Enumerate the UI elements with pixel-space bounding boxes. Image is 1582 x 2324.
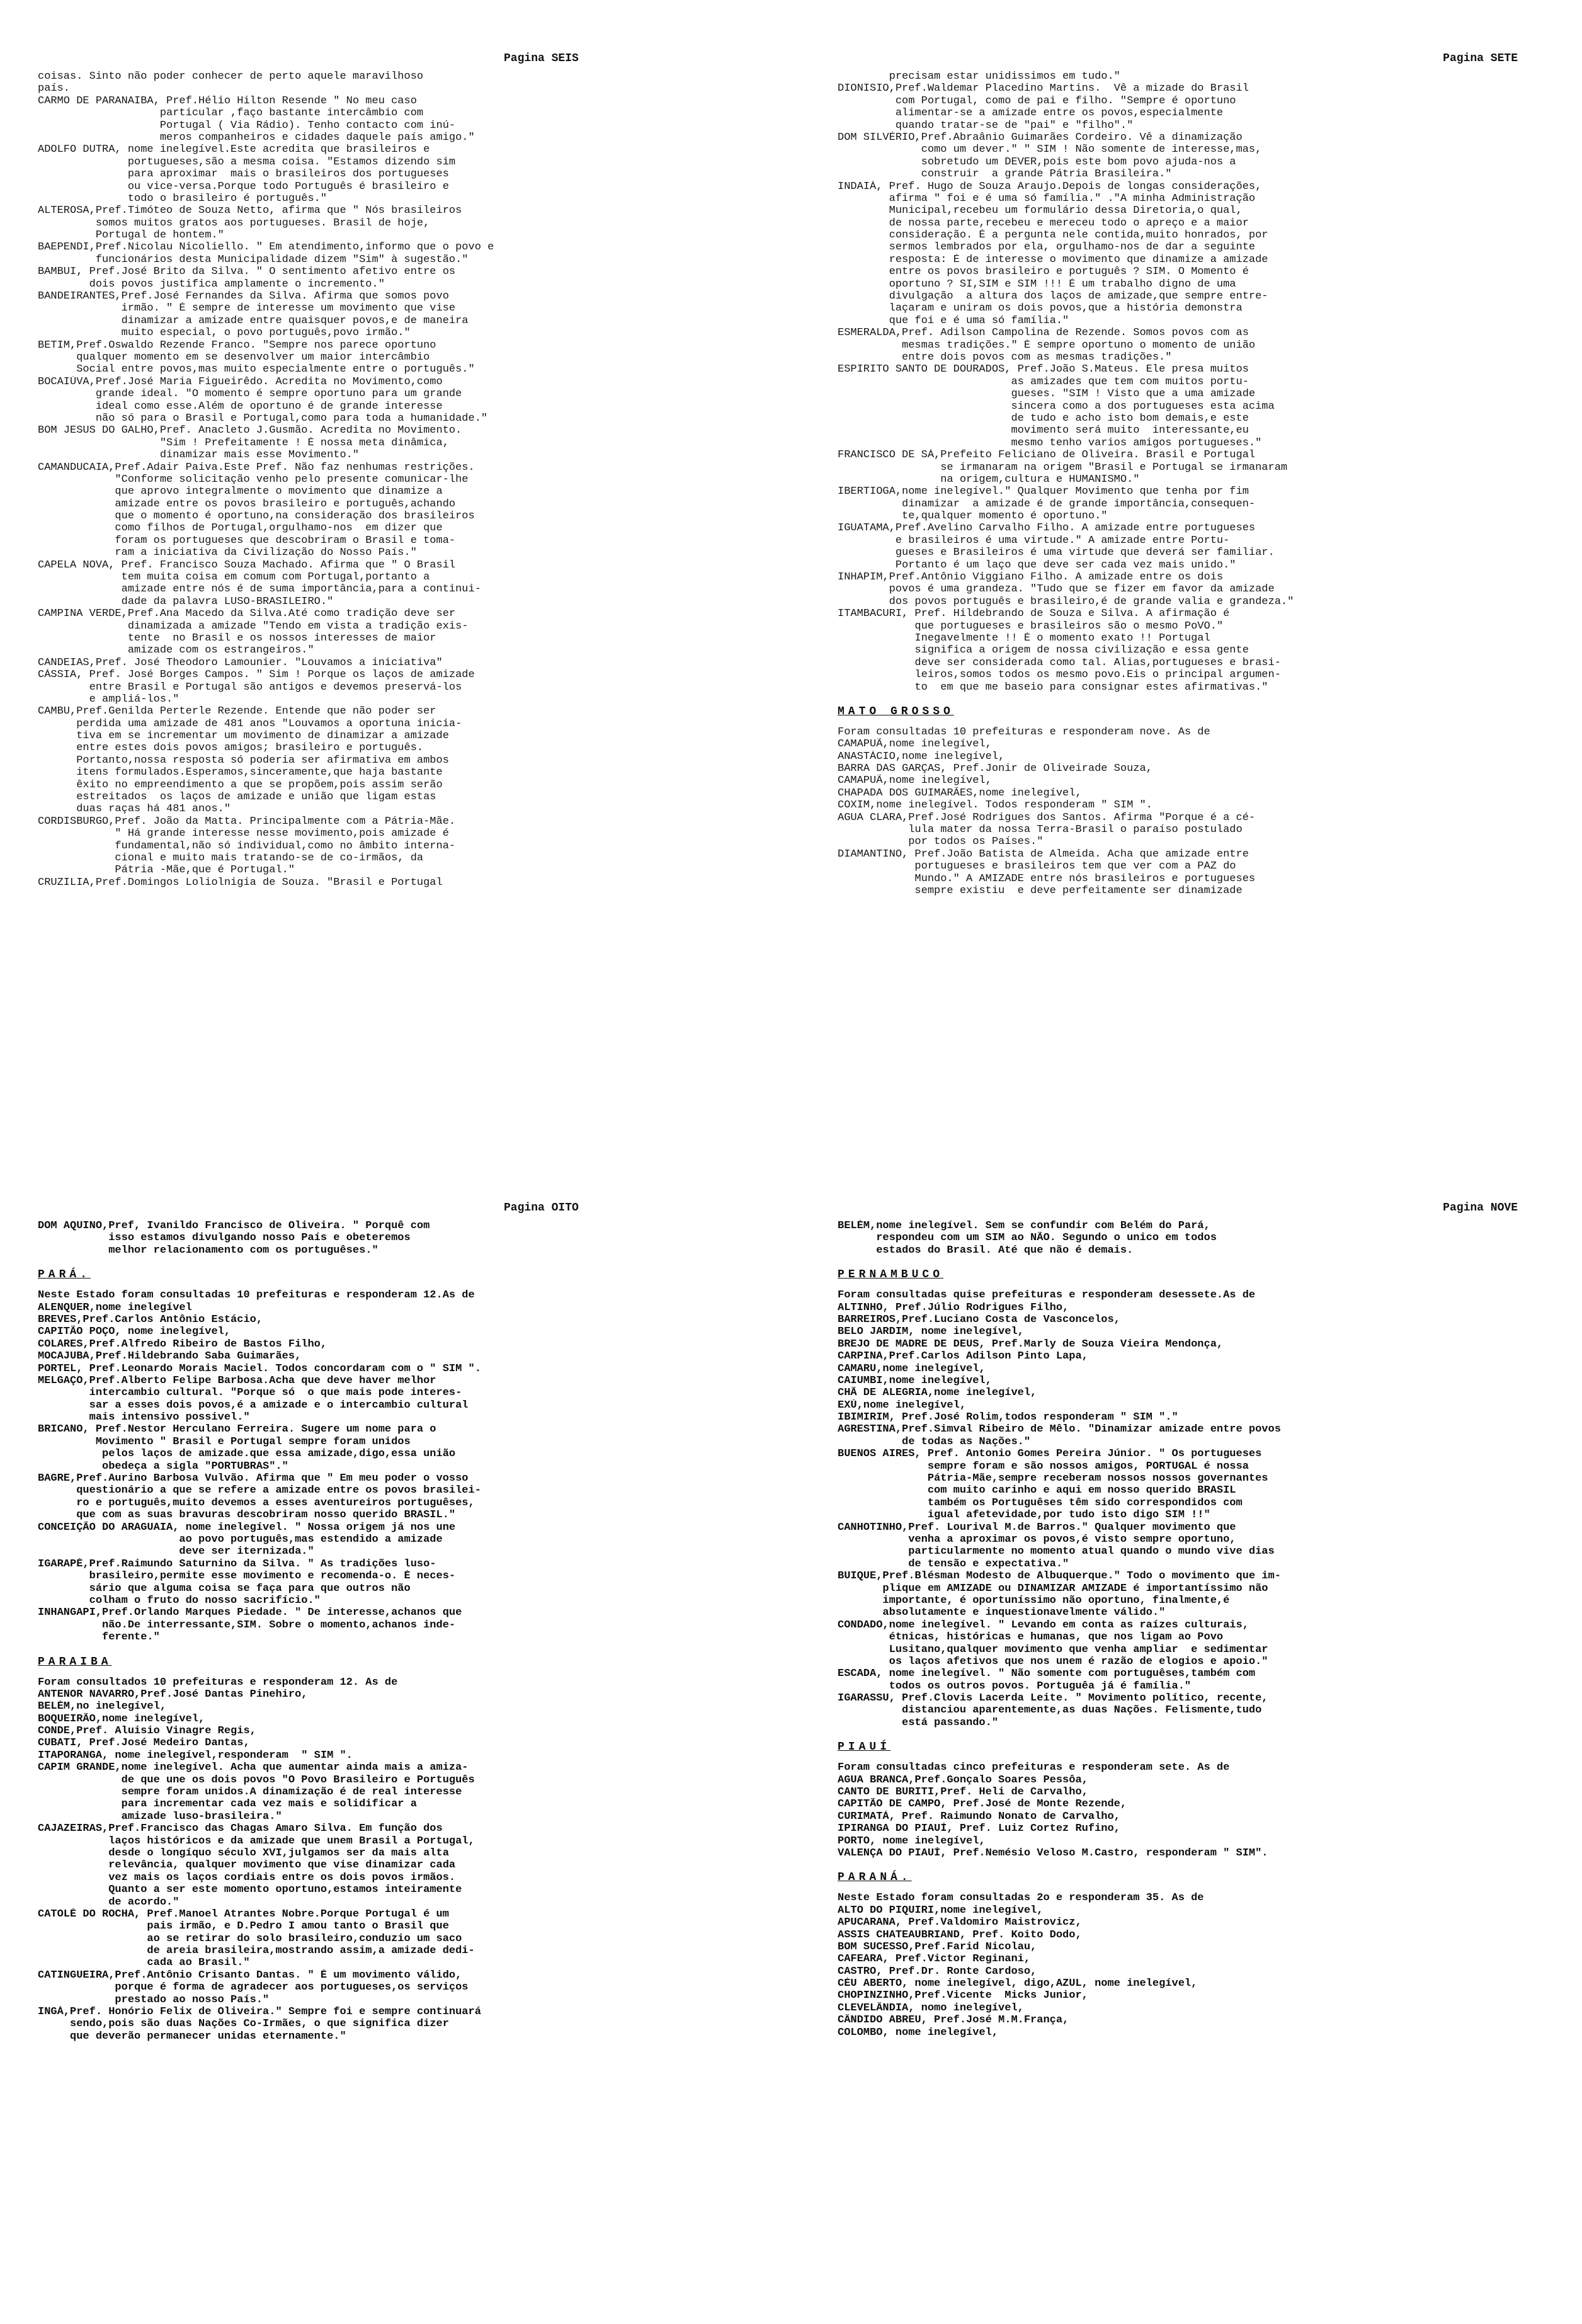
text-line: BUENOS AIRES, Pref. Antonio Gomes Pereira Júnior. " Os portugueses <box>838 1448 1262 1461</box>
text-line: COLOMBO, nome inelegível, <box>838 2026 999 2039</box>
text-line: "Conforme solicitação venho pelo presente comunicar-lhe <box>38 473 469 486</box>
text-line: prestado ao nosso País." <box>38 1993 270 2006</box>
text-line: Quanto a ser este momento oportuno,estamos inteiramente <box>38 1884 462 1896</box>
text-line: CAMBU,Pref.Genilda Perterle Rezende. Entende que não poder ser <box>38 705 436 718</box>
text-line: isso estamos divulgando nosso País e obeteremos <box>38 1232 411 1245</box>
text-line: CAMPINA VERDE,Pref.Ana Macedo da Silva.Até como tradição deve ser <box>38 608 456 620</box>
text-line: fundamental,não só individual,como no âmbito interna- <box>38 840 456 852</box>
text-line: deve ser considerada como tal. Alias,portugueses e brasi- <box>838 656 1281 669</box>
text-line: ram a iniciativa da Civilização do Nosso País." <box>38 547 417 559</box>
text-line: IGUATAMA,Pref.Avelino Carvalho Filho. A amizade entre portugueses <box>838 522 1256 535</box>
text-line: CAIUMBI,nome inelegível, <box>838 1374 992 1387</box>
text-line: afirma " foi e é uma só família." ."A minha Administração <box>838 192 1256 205</box>
page-body <box>838 71 1543 897</box>
text-line: êxito no empreendimento a que se propõem,pois assim serão <box>38 778 443 791</box>
text-line: BUIQUE,Pref.Blésman Modesto de Albuquerque." Todo o movimento que im- <box>838 1570 1281 1583</box>
text-line: " Há grande interesse nesse movimento,pois amizade é <box>38 828 449 840</box>
text-line: ADOLFO DUTRA, nome inelegível.Este acredita que brasileiros e <box>38 144 430 156</box>
text-line: CRUZILIA,Pref.Domingos Loliolnigia de Souza. "Brasil e Portugal <box>38 876 443 889</box>
text-line: BELÉM,nome inelegível. Sem se confundir com Belém do Pará, <box>838 1220 1210 1232</box>
text-line: construir a grande Pátria Brasileira." <box>838 168 1172 181</box>
text-line: CANDEIAS,Pref. José Theodoro Lamounier. "Louvamos a iniciativa" <box>38 656 443 669</box>
text-line: CHAPADA DOS GUIMARÃES,nome inelegível, <box>838 787 1082 799</box>
text-line: sempre existiu e deve perfeitamente ser dinamizade <box>838 885 1243 897</box>
text-line: de nossa parte,recebeu e mereceu todo o apreço e a maior <box>838 217 1249 229</box>
page-body <box>838 1220 1543 2039</box>
text-line: DOM SILVÉRIO,Pref.Abraânio Guimarães Cordeiro. Vê a dinamização <box>838 131 1243 144</box>
text-line: CÂNDIDO ABREU, Pref.José M.M.França, <box>838 2014 1069 2027</box>
page-header: Pagina SETE <box>1443 52 1518 65</box>
text-line: PORTO, nome inelegível, <box>838 1835 986 1847</box>
text-line: sário que alguma coisa se faça para que outros não <box>38 1582 411 1595</box>
text-line: CASTRO, Pref.Dr. Ronte Cardoso, <box>838 1965 1037 1978</box>
text-line: CAFEARA, Pref.Victor Reginani, <box>838 1953 1031 1966</box>
text-line: ITAMBACURI, Pref. Hildebrando de Souza e Silva. A afirmação é <box>838 608 1230 620</box>
text-line: itens formulados.Esperamos,sinceramente,que haja bastante <box>38 766 443 779</box>
text-line: IGARAPÉ,Pref.Raimundo Saturnino da Silva. " As tradições luso- <box>38 1558 436 1570</box>
text-line: CARMO DE PARANAIBA, Pref.Hélio Hilton Resende " No meu caso <box>38 94 417 107</box>
text-line: irmão. " É sempre de interesse um movimento que vise <box>38 302 456 315</box>
text-line: CATINGUEIRA,Pref.Antônio Crisanto Dantas. " É um movimento válido, <box>38 1969 462 1981</box>
text-line: que portugueses e brasileiros são o mesmo PoVO." <box>838 620 1224 632</box>
text-line: étnicas, históricas e humanas, que nos ligam ao Povo <box>838 1631 1224 1644</box>
text-line: BOCAIÚVA,Pref.José Maria Figueirêdo. Acredita no Movimento,como <box>38 375 443 388</box>
text-line: INGÁ,Pref. Honório Felix de Oliveira." Sempre foi e sempre continuará <box>38 2006 481 2019</box>
text-line: Movimento " Brasil e Portugal sempre foram unidos <box>38 1435 411 1448</box>
text-line: CHÃ DE ALEGRIA,nome inelegível, <box>838 1387 1037 1399</box>
text-line: dinamizar a amizade é de grande importância,consequen- <box>838 498 1256 510</box>
text-line: gueses e Brasileiros é uma virtude que deverá ser familiar. <box>838 547 1275 559</box>
text-line: significa a origem de nossa civilização e essa gente <box>838 644 1249 657</box>
text-line: INDAIÁ, Pref. Hugo de Souza Araujo.Depois de longas considerações, <box>838 180 1262 193</box>
text-line: AGUA BRANCA,Pref.Gonçalo Soares Pessôa, <box>838 1774 1088 1786</box>
text-line: dinamizada a amizade "Tendo em vista a tradição exis- <box>38 620 469 632</box>
text-line: ALTO DO PIQUIRI,nome inelegível, <box>838 1904 1044 1917</box>
text-line: CONDADO,nome inelegível. " Levando em conta as raízes culturais, <box>838 1619 1249 1631</box>
text-line: BELÉM,no inelegível, <box>38 1700 167 1713</box>
text-line: absolutamente e inquestionavelmente válido." <box>838 1607 1166 1619</box>
text-line: ANTENOR NAVARRO,Pref.José Dantas Pinehiro, <box>38 1688 308 1700</box>
text-line: funcionários desta Municipalidade dizem "Sim" à sugestão." <box>38 253 469 266</box>
text-line: dois povos justifica amplamente o incremento." <box>38 278 385 290</box>
text-line: CHOPINZINHO,Pref.Vicente Micks Junior, <box>838 1990 1088 2002</box>
text-line: dinamizar a amizade entre quaisquer povos,e de maneira <box>38 314 469 327</box>
text-line: ao povo português,mas estendido a amizade <box>38 1533 443 1546</box>
text-line: CAPITÃO POÇO, nome inelegível, <box>38 1326 231 1338</box>
text-line: IBERTIOGA,nome inelegível." Qualquer Movimento que tenha por fim <box>838 486 1249 498</box>
text-line: portugueses,são a mesma coisa. "Estamos dizendo sim <box>38 156 456 168</box>
text-line: tiva em se incrementar um movimento de dinamizar a amizade <box>38 730 449 743</box>
text-line: povos é uma grandeza. "Tudo que se fizer em favor da amizade <box>838 583 1275 596</box>
text-line: ao se retirar do solo brasileiro,conduzio um saco <box>38 1932 462 1945</box>
text-line: sobretudo um DEVER,pois este bom povo ajuda-nos a <box>838 156 1236 168</box>
text-line: ideal como esse.Além de oportuno é de grande interesse <box>38 400 443 413</box>
text-line: INHANGAPI,Pref.Orlando Marques Piedade. " De interesse,achanos que <box>38 1607 462 1619</box>
text-line: CAMANDUCAIA,Pref.Adair Paiva.Este Pref. Não faz nenhumas restrições. <box>38 461 475 474</box>
text-line: colham o fruto do nosso sacrifício." <box>38 1594 321 1607</box>
text-line: duas raças há 481 anos." <box>38 803 231 816</box>
page-oito <box>38 1200 743 2321</box>
text-line: Foram consultadas 10 prefeituras e responderam nove. As de <box>838 726 1210 738</box>
text-line: qualquer momento em se desenvolver um maior intercâmbio <box>38 351 430 363</box>
text-line: relevância, qualquer movimento que vise dinamizar cada <box>38 1859 456 1872</box>
text-line: BRICANO, Pref.Nestor Herculano Ferreira. Sugere um nome para o <box>38 1423 436 1436</box>
text-line: CAPIM GRANDE,nome inelegível. Acha que aumentar ainda mais a amiza- <box>38 1762 469 1774</box>
text-line: EXÚ,nome inelegível, <box>838 1399 967 1411</box>
text-line: desde o longíquo século XVI,julgamos ser da mais alta <box>38 1847 449 1859</box>
text-line: plique em AMIZADE ou DINAMIZAR AMIZADE é importantíssimo não <box>838 1582 1268 1595</box>
text-line: sempre foram unidos.A dinamização é de real interesse <box>38 1786 462 1799</box>
text-line: foram os portugueses que descobriram o Brasil e toma- <box>38 534 456 547</box>
text-line: Portugal de hontem." <box>38 229 224 242</box>
text-line: CAMARU,nome inelegível, <box>838 1362 986 1375</box>
text-line: se irmanaram na origem "Brasil e Portugal se irmanaram <box>838 461 1288 474</box>
text-line: COLARES,Pref.Alfredo Ribeiro de Bastos Filho, <box>38 1338 327 1350</box>
page-sete <box>838 50 1543 1171</box>
text-line: mais intensivo possivel." <box>38 1411 250 1424</box>
text-line: APUCARANA, Pref.Valdomiro Maistrovicz, <box>838 1917 1082 1929</box>
text-line: ALTINHO, Pref.Júlio Rodrigues Filho, <box>838 1301 1069 1314</box>
text-line: BARREIROS,Pref.Luciano Costa de Vasconcelos, <box>838 1313 1120 1326</box>
text-line: com muito carinho e aqui em nosso querido BRASIL <box>838 1484 1236 1497</box>
text-line: consideração. É a pergunta nele contida,muito honrados, por <box>838 229 1268 242</box>
text-line: para incrementar cada vez mais e solidificar a <box>38 1798 417 1811</box>
text-line: com Portugal, como de pai e filho. "Sempre é oportuno <box>838 94 1236 107</box>
text-line: de tudo e acho isto bom demais,e este <box>838 412 1249 424</box>
text-line: Pátria -Mãe,que é Portugal." <box>38 864 295 877</box>
text-line: e ampliá-los." <box>38 693 179 705</box>
text-line: CATOLÉ DO ROCHA, Pref.Manoel Atrantes Nobre.Porque Portugal é um <box>38 1908 449 1920</box>
text-line: divulgação a altura dos laços de amizade,que sempre entre- <box>838 290 1268 303</box>
text-line: ALENQUER,nome inelegível <box>38 1301 192 1314</box>
text-line: tem muita coisa em comum com Portugal,portanto a <box>38 571 430 584</box>
text-line: ANASTÁCIO,nome inelegível, <box>838 750 1005 763</box>
text-line: que com as suas bravuras descobriram nosso querido BRASIL." <box>38 1509 456 1522</box>
section-heading: PIAUÍ <box>838 1741 891 1754</box>
text-line: melhor relacionamento com os portuguêses." <box>38 1244 378 1256</box>
text-line: alimentar-se a amizade entre os povos,especialmente <box>838 107 1224 120</box>
text-line: to em que me baseio para consignar estes afirmativas." <box>838 681 1268 693</box>
text-line: lula mater da nossa Terra-Brasil o paraíso postulado <box>838 824 1243 836</box>
page-header: Pagina OITO <box>504 1202 579 1214</box>
text-line: vez mais os laços cordiais entre os dois povos irmãos. <box>38 1871 456 1884</box>
text-line: CAPITÃO DE CAMPO, Pref.José de Monte Rezende, <box>838 1798 1127 1811</box>
text-line: quando tratar-se de "pai" e "filho"." <box>838 119 1134 132</box>
text-line: Mundo." A AMIZADE entre nós brasileiros e portugueses <box>838 872 1256 885</box>
text-line: CARPINA,Pref.Carlos Adilson Pinto Lapa, <box>838 1350 1088 1363</box>
text-line: que foi e é uma só família." <box>838 314 1069 327</box>
text-line: particularmente no momento atual quando o mundo vive dias <box>838 1546 1275 1558</box>
section-heading: PARANÁ. <box>838 1871 912 1884</box>
text-line: BREVES,Pref.Carlos Antônio Estácio, <box>38 1313 263 1326</box>
text-line: de que une os dois povos "O Povo Brasileiro e Português <box>38 1774 475 1786</box>
text-line: amizade luso-brasileira." <box>38 1810 282 1823</box>
text-line: laçaram e uniram os dois povos,que a história demonstra <box>838 302 1243 315</box>
text-line: intercambio cultural. "Porque só o que mais pode interes- <box>38 1387 462 1399</box>
text-line: movimento será muito interessante,eu <box>838 424 1249 437</box>
text-line: amizade com os estrangeiros." <box>38 644 314 657</box>
page-seis <box>38 50 743 1171</box>
text-line: BAGRE,Pref.Aurino Barbosa Vulvão. Afirma que " Em meu poder o vosso <box>38 1472 469 1485</box>
text-line: pais irmão, e D.Pedro I amou tanto o Brasil que <box>38 1920 449 1933</box>
text-line: PORTEL, Pref.Leonardo Morais Maciel. Todos concordaram com o " SIM ". <box>38 1362 481 1375</box>
text-line: BAMBUI, Pref.José Brito da Silva. " O sentimento afetivo entre os <box>38 266 456 278</box>
text-line: precisam estar unidissimos em tudo." <box>838 71 1120 83</box>
text-line: MOCAJUBA,Pref.Hildebrando Saba Guimarães, <box>38 1350 302 1363</box>
text-line: tente no Brasil e os nossos interesses de maior <box>38 632 436 644</box>
text-line: todos os outros povos. Portuguêa já é família." <box>838 1680 1192 1692</box>
text-line: te,qualquer momento é oportuno." <box>838 510 1108 523</box>
text-line: CÁSSIA, Pref. José Borges Campos. " Sim ! Porque os laços de amizade <box>38 669 475 681</box>
text-line: Lusitano,qualquer movimento que venha ampliar e sedimentar <box>838 1643 1268 1656</box>
text-line: BANDEIRANTES,Pref.José Fernandes da Silva. Afirma que somos povo <box>38 290 449 303</box>
page-body <box>38 71 743 889</box>
text-line: somos muitos gratos aos portugueses. Brasil de hoje, <box>38 217 430 229</box>
text-line: meros companheiros e cidades daquele país amigo." <box>38 131 475 144</box>
text-line: sincera como a dos portugueses esta acima <box>838 400 1275 413</box>
text-line: laços históricos e da amizade que unem Brasil a Portugal, <box>38 1835 475 1847</box>
text-line: pelos laços de amizade.que essa amizade,digo,essa união <box>38 1448 456 1461</box>
text-line: VALENÇA DO PIAUÍ, Pref.Nemésio Veloso M.Castro, responderam " SIM". <box>838 1847 1268 1859</box>
text-line: DIONISIO,Pref.Waldemar Placedino Martins. Vê a mizade do Brasil <box>838 83 1249 95</box>
text-line: CANHOTINHO,Pref. Lourival M.de Barros." Qualquer movimento que <box>838 1521 1236 1534</box>
text-line: CANTO DE BURITI,Pref. Heli de Carvalho, <box>838 1786 1088 1799</box>
text-line: COXIM,nome inelegível. Todos responderam " SIM ". <box>838 799 1152 812</box>
text-line: para aproximar mais o brasileiros dos portugueses <box>38 168 449 181</box>
text-line: gueses. "SIM ! Visto que a uma amizade <box>838 388 1256 401</box>
text-line: BOQUEIRÃO,nome inelegível, <box>38 1712 205 1725</box>
text-line: oportuno ? SI,SIM e SIM !!! É um trabalho digno de uma <box>838 278 1236 290</box>
text-line: brasileiro,permite esse movimento e recomenda-o. É neces- <box>38 1570 456 1583</box>
text-line: INHAPIM,Pref.Antônio Viggiano Filho. A amizade entre os dois <box>838 571 1224 584</box>
page-header: Pagina NOVE <box>1443 1202 1518 1214</box>
text-line: deve ser iternizada." <box>38 1546 314 1558</box>
text-line: CORDISBURGO,Pref. João da Matta. Principalmente com a Pátria-Mãe. <box>38 815 456 828</box>
text-line: que aprovo integralmente o movimento que dinamize a <box>38 486 443 498</box>
text-line: Portanto,nossa resposta só poderia ser afirmativa em ambos <box>38 754 449 766</box>
text-line: Social entre povos,mas muito especialmente entre o português." <box>38 363 475 376</box>
text-line: também os Portuguêses têm sido correspondidos com <box>838 1496 1243 1509</box>
text-line: dos povos português e brasileiro,é de grande valia e grandeza." <box>838 595 1294 608</box>
text-line: questionário a que se refere a amizade entre os povos brasilei- <box>38 1484 481 1497</box>
text-line: grande ideal. "O momento é sempre oportuno para um grande <box>38 388 462 401</box>
text-line: CONCEIÇÃO DO ARAGUAIA, nome inelegível. " Nossa origem já nos une <box>38 1521 456 1534</box>
text-line: porque é forma de agradecer aos portugueses,os serviços <box>38 1981 469 1994</box>
text-line: CAPELA NOVA, Pref. Francisco Souza Machado. Afirma que " O Brasil <box>38 559 456 571</box>
text-line: IBIMIRIM, Pref.José Rolim,todos responderam " SIM "." <box>838 1411 1178 1424</box>
text-line: CONDE,Pref. Aluisio Vinagre Regis, <box>38 1725 256 1738</box>
text-line: sempre foram e são nossos amigos, PORTUGAL é nossa <box>838 1460 1249 1472</box>
text-line: IGARASSU, Pref.Clovis Lacerda Leite. " Movimento político, recente, <box>838 1692 1268 1705</box>
text-line: CUBATI, Pref.José Medeiro Dantas, <box>38 1737 250 1750</box>
text-line: dade da palavra LUSO-BRASILEIRO." <box>38 595 334 608</box>
text-line: todo o brasileiro é português." <box>38 192 327 205</box>
text-line: ITAPORANGA, nome inelegível,responderam " SIM ". <box>38 1749 353 1762</box>
text-line: resposta: É de interesse o movimento que dinamize a amizade <box>838 253 1268 266</box>
text-line: dinamizar mais esse Movimento." <box>38 449 360 462</box>
text-line: AGUA CLARA,Pref.José Rodrigues dos Santos. Afirma "Porque é a cé- <box>838 811 1256 824</box>
text-line: CÉU ABERTO, nome inelegível, digo,AZUL, nome inelegível, <box>838 1978 1198 1990</box>
text-line: Neste Estado foram consultadas 2o e responderam 35. As de <box>838 1892 1204 1905</box>
section-heading: PARÁ. <box>38 1268 91 1282</box>
text-line: Inegavelmente !! É o momento exato !! Portugal <box>838 632 1210 644</box>
text-line: país. <box>38 83 71 95</box>
text-line: ro e português,muito devemos a esses aventureiros portuguêses, <box>38 1496 475 1509</box>
text-line: que o momento é oportuno,na consideração dos brasileiros <box>38 510 475 523</box>
text-line: ASSIS CHATEAUBRIAND, Pref. Koito Dodo, <box>838 1928 1082 1941</box>
text-line: de areia brasileira,mostrando assim,a amizade dedi- <box>38 1945 475 1957</box>
text-line: perdida uma amizade de 481 anos "Louvamos a oportuna inicia- <box>38 717 462 730</box>
text-line: por todos os Países." <box>838 836 1044 848</box>
section-heading: MATO GROSSO <box>838 705 954 718</box>
text-line: IPIRANGA DO PIAUÍ, Pref. Luiz Cortez Rufino, <box>838 1823 1120 1835</box>
text-line: particular ,faço bastante intercâmbio com <box>38 107 424 120</box>
text-line: Portanto é um laço que deve ser cada vez mais unido." <box>838 559 1236 571</box>
text-line: venha a aproximar os povos,é visto sempre oportuno, <box>838 1533 1236 1546</box>
text-line: BETIM,Pref.Oswaldo Rezende Franco. "Sempre nos parece oportuno <box>38 339 436 351</box>
text-line: estados do Brasil. Até que não é demais. <box>838 1244 1134 1256</box>
text-line: FRANCISCO DE SÁ,Prefeito Feliciano de Oliveira. Brasil e Portugal <box>838 449 1256 462</box>
section-heading: PERNAMBUCO <box>838 1268 944 1282</box>
text-line: respondeu com um SIM ao NÃO. Segundo o unico em todos <box>838 1232 1217 1245</box>
text-line: MELGAÇO,Pref.Alberto Felipe Barbosa.Acha que deve haver melhor <box>38 1374 436 1387</box>
text-line: Municipal,recebeu um formulário dessa Diretoria,o qual, <box>838 205 1243 217</box>
text-line: AGRESTINA,Pref.Simval Ribeiro de Mêlo. "Dinamizar amizade entre povos <box>838 1423 1281 1436</box>
text-line: entre Brasil e Portugal são antigos e devemos preservá-los <box>38 681 462 693</box>
text-line: entre os povos brasileiro e português ? SIM. O Momento é <box>838 266 1249 278</box>
text-line: amizade entre nós é de suma importância,para a continui- <box>38 583 481 596</box>
text-line: CURIMATÁ, Pref. Raimundo Nonato de Carvalho, <box>838 1810 1120 1823</box>
text-line: de todas as Nações." <box>838 1435 1031 1448</box>
text-line: na origem,cultura e HUMANISMO." <box>838 473 1140 486</box>
text-line: ou vice-versa.Porque todo Português é brasileiro e <box>38 180 449 193</box>
section-heading: PARAIBA <box>38 1655 112 1668</box>
text-line: ESCADA, nome inelegível. " Não somente com portuguêses,também com <box>838 1668 1256 1680</box>
text-line: entre estes dois povos amigos; brasileiro e português. <box>38 742 424 755</box>
text-line: Foram consultadas quise prefeituras e responderam desessete.As de <box>838 1289 1256 1302</box>
text-line: "Sim ! Prefeitamente ! É nossa meta dinâmica, <box>38 436 449 449</box>
text-line: muito especial, o povo português,povo irmão." <box>38 327 411 339</box>
text-line: estreitados os laços de amizade e união que ligam estas <box>38 791 436 804</box>
text-line: BARRA DAS GARÇAS, Pref.Jonir de Oliveirade Souza, <box>838 763 1152 775</box>
text-line: entre dois povos com as mesmas tradições." <box>838 351 1172 363</box>
text-line: sendo,pois são duas Nações Co-Irmães, o que significa dizer <box>38 2018 449 2031</box>
text-line: como filhos de Portugal,orgulhamo-nos em dizer que <box>38 522 443 535</box>
text-line: que deverão permanecer unidas eternamente." <box>38 2030 346 2042</box>
page-body <box>38 1220 743 2042</box>
text-line: coisas. Sinto não poder conhecer de perto aquele maravilhoso <box>38 71 424 83</box>
text-line: obedeça a sigla "PORTUBRAS"." <box>38 1460 288 1472</box>
text-line: ESMERALDA,Pref. Adilson Campolina de Rezende. Somos povos com as <box>838 327 1249 339</box>
text-line: DOM AQUINO,Pref, Ivanildo Francisco de Oliveira. " Porquê com <box>38 1220 430 1232</box>
text-line: portugueses e brasileiros tem que ver com a PAZ do <box>838 860 1236 873</box>
text-line: mesmo tenho varios amigos portugueses." <box>838 436 1262 449</box>
text-line: sar a esses dois povos,é a amizade e o intercambio cultural <box>38 1399 469 1411</box>
text-line: CAJAZEIRAS,Pref.Francisco das Chagas Amaro Silva. Em função dos <box>38 1823 443 1835</box>
text-line: de tensão e expectativa." <box>838 1558 1069 1570</box>
text-line: CAMAPUÃ,nome inelegível, <box>838 775 992 787</box>
text-line: Neste Estado foram consultadas 10 prefeituras e responderam 12.As de <box>38 1289 475 1302</box>
text-line: mesmas tradições." É sempre oportuno o momento de união <box>838 339 1256 351</box>
text-line: os laços afetivos que nos unem é razão de elogios e apoio." <box>838 1655 1268 1668</box>
text-line: BAEPENDI,Pref.Nicolau Nicoliello. " Em atendimento,informo que o povo e <box>38 241 494 254</box>
text-line: BOM JESUS DO GALHO,Pref. Anacleto J.Gusmão. Acredita no Movimento. <box>38 424 462 437</box>
text-line: DIAMANTINO, Pref.João Batista de Almeida. Acha que amizade entre <box>838 848 1249 860</box>
text-line: ALTEROSA,Pref.Timóteo de Souza Netto, afirma que " Nós brasileiros <box>38 205 462 217</box>
text-line: ESPIRITO SANTO DE DOURADOS, Pref.João S.Mateus. Ele presa muitos <box>838 363 1249 376</box>
text-line: Foram consultadas cinco prefeituras e responderam sete. As de <box>838 1762 1230 1774</box>
text-line: leiros,somos todos os mesmo povo.Eis o principal argumen- <box>838 669 1281 681</box>
page-header: Pagina SEIS <box>504 52 579 65</box>
text-line: não só para o Brasil e Portugal,como para toda a humanidade." <box>38 412 488 424</box>
text-line: não.De interressante,SIM. Sobre o momento,achanos inde- <box>38 1619 456 1631</box>
text-line: CLEVELÂNDIA, nomo inelegível, <box>838 2002 1024 2014</box>
text-line: Portugal ( Via Rádio). Tenho contacto com inú- <box>38 119 456 132</box>
text-line: distanciou aparentemente,as duas Nações. Felismente,tudo <box>838 1704 1262 1717</box>
text-line: ferente." <box>38 1631 160 1644</box>
text-line: igual afetevidade,por tudo isto digo SIM !!" <box>838 1509 1210 1522</box>
text-line: BELO JARDIM, nome inelegível, <box>838 1326 1024 1338</box>
text-line: de acordo." <box>38 1896 179 1908</box>
text-line: e brasileiros é uma virtude." A amizade entre Portu- <box>838 534 1230 547</box>
text-line: importante, é oportuníssimo não oportuno, finalmente,é <box>838 1594 1230 1607</box>
page-nove <box>838 1200 1543 2321</box>
text-line: Foram consultados 10 prefeituras e responderam 12. As de <box>38 1676 398 1689</box>
text-line: sermos lembrados por ela, orgulhamo-nos de dar a seguinte <box>838 241 1256 254</box>
text-line: como um dever." " SIM ! Não somente de interesse,mas, <box>838 144 1262 156</box>
text-line: cada ao Brasil." <box>38 1957 250 1969</box>
text-line: Pátria-Mãe,sempre receberam nossos nossos governantes <box>838 1472 1268 1485</box>
text-line: BREJO DE MADRE DE DEUS, Pref.Marly de Souza Vieira Mendonça, <box>838 1338 1224 1350</box>
text-line: amizade entre os povos brasileiro e português,achando <box>38 498 456 510</box>
text-line: cional e muito mais tratando-se de co-irmãos, da <box>38 852 424 864</box>
text-line: está passando." <box>838 1716 999 1729</box>
text-line: BOM SUCESSO,Pref.Farid Nicolau, <box>838 1940 1037 1953</box>
text-line: CAMAPUÃ,nome inelegível, <box>838 738 992 751</box>
text-line: as amizades que tem com muitos portu- <box>838 375 1249 388</box>
